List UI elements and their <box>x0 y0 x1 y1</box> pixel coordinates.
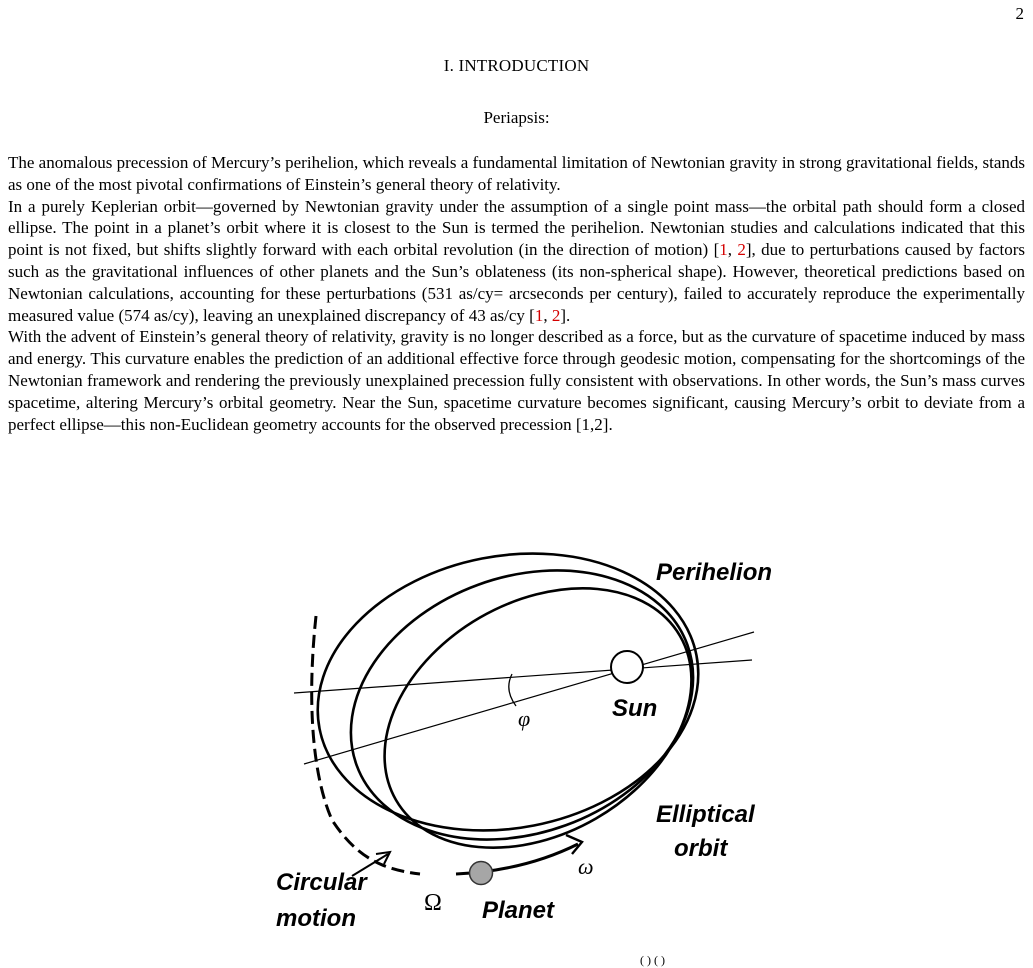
sun-circle <box>611 651 643 683</box>
paragraph-text: With the advent of Einstein’s general theory of relativity, gravity is no longer described as a force, but as the curvature of spacetime induced by mass and energy. This curvature enables the prediction of an additional effective force through geodesic motion, compensating for the shortcomings of the Newtonian framework and rendering the previously unexplained precession fully consistent with observations. In other words, the Sun’s mass curves spacetime, altering Mercury’s orbital geometry. Near the Sun, spacetime curvature becomes significant, causing Mercury’s orbit to deviate from a perfect ellipse—this non-Euclidean geometry accounts for the observed precession [1,2]. <box>8 327 1025 434</box>
paragraph-text: In a purely Keplerian orbit—governed by Newtonian gravity under the assumption of a single point mass—the orbital path should form a closed ellipse. The point in a planet’s orbit where it is closest to the Sun is termed the perihelion. Newtonian studies and calculations indicated that this point is not fixed, but shifts slightly forward with each orbital revolution (in the direction of motion) [ <box>8 196 1025 260</box>
orbit-figure <box>260 540 780 964</box>
label-perihelion: Perihelion <box>656 559 773 586</box>
paragraph <box>8 152 1025 196</box>
label-elliptical: Elliptical <box>656 801 755 828</box>
paragraph <box>8 326 1025 435</box>
paragraph <box>8 196 1025 327</box>
subheading-periapsis: Periapsis: <box>483 108 550 127</box>
paragraph-text: , <box>543 305 552 325</box>
section-heading: I. INTRODUCTION <box>443 56 590 75</box>
citation-link[interactable]: 1 <box>534 305 544 325</box>
label-omega-small: ω <box>578 854 594 879</box>
body-text <box>8 152 1025 435</box>
label-sun: Sun <box>612 695 658 722</box>
planet-circle <box>470 862 493 885</box>
citation-link[interactable]: 1 <box>719 240 728 260</box>
paragraph-text: , <box>727 240 738 260</box>
paragraph-text: The anomalous precession of Mercury’s perihelion, which reveals a fundamental limitation of Newtonian gravity in strong gravitational fields, stands as one of the most pivotal confirmations of Einstein’s general theory of relativity. <box>8 153 1025 194</box>
apsis-line-1 <box>294 660 752 693</box>
label-phi: φ <box>518 706 531 731</box>
citation-link[interactable]: 2 <box>551 305 561 325</box>
paragraph-text: ], due to perturbations caused by factors such as the gravitational influences of other planets and the Sun’s oblateness (its non-spherical shape). However, theoretical predictions based on Newtonian calculations, accounting for these perturbations (531 as/cy= arcseconds per century), failed to accurately reproduce the experimentally measured value (574 as/cy), leaving an unexplained discrepancy of 43 as/cy [ <box>8 240 1025 325</box>
page-number: 2 <box>1015 4 1024 23</box>
label-omega-big: Ω <box>424 890 442 916</box>
label-circular: Circular <box>276 869 367 896</box>
paragraph-text: ]. <box>560 305 571 325</box>
apsis-line-2 <box>304 632 754 764</box>
citation-link[interactable]: 2 <box>737 240 746 260</box>
caption-fragment: ( ) ( ) <box>640 953 665 967</box>
label-motion: motion <box>276 905 356 932</box>
circular-motion-path <box>312 616 420 874</box>
angle-arc <box>509 674 516 706</box>
label-orbit: orbit <box>674 835 728 862</box>
label-planet: Planet <box>482 897 555 924</box>
